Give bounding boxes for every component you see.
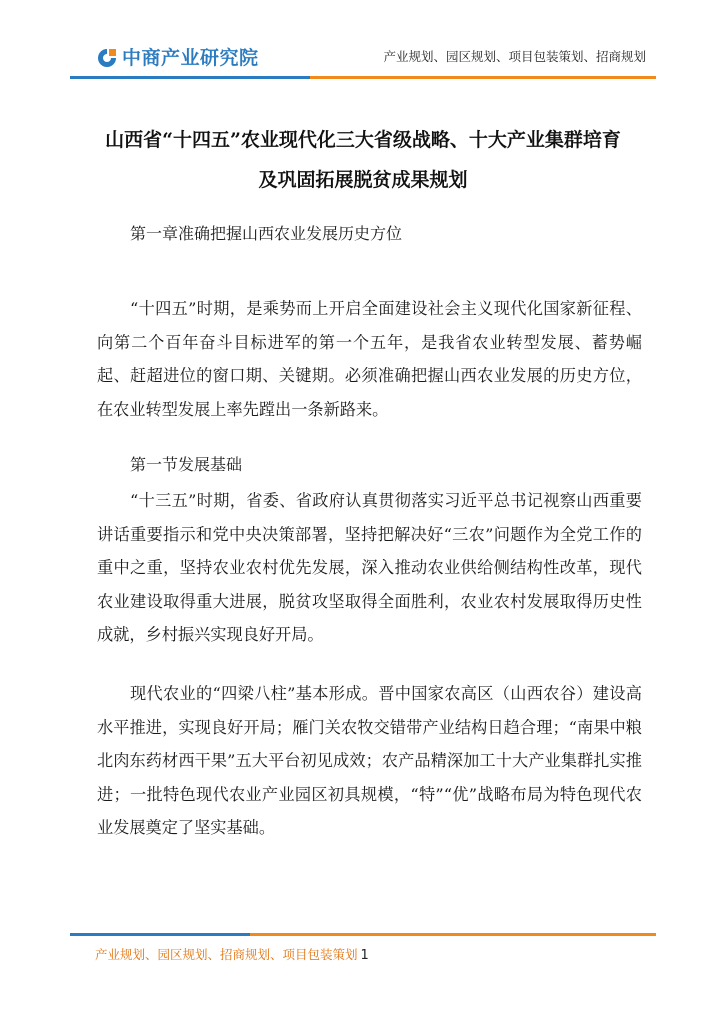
logo-mark-icon (96, 47, 118, 69)
page-number: 1 (360, 948, 369, 963)
paragraph-2: “十三五”时期，省委、省政府认真贯彻落实习近平总书记视察山西重要讲话重要指示和党中央决策部署，坚持把解决好“三农”问题作为全党工作的重中之重，坚持农业农村优先发展，深入推动农业供给侧结构性改革，现代农业建设取得重大进展，脱贫攻坚取得全面胜利，农业农村发展取得历史性成就，乡村振兴实现良好开局。 (97, 491, 642, 644)
chapter-heading: 第一章准确把握山西农业发展历史方位 (130, 224, 403, 243)
paragraph-1: “十四五”时期，是乘势而上开启全面建设社会主义现代化国家新征程、向第二个百年奋斗目标进军的第一个五年，是我省农业转型发展、蓄势崛起、赶超进位的窗口期、关键期。必须准确把握山西农业发展的历史方位，在农业转型发展上率先蹚出一条新路来。 (97, 299, 642, 419)
company-logo (96, 44, 259, 72)
footer-tagline: 产业规划、园区规划、招商规划、项目包装策划 (95, 947, 358, 962)
header-tagline: 产业规划、园区规划、项目包装策划、招商规划 (383, 49, 646, 64)
page-header (0, 0, 724, 90)
paragraph-3: 现代农业的“四梁八柱”基本形成。晋中国家农高区（山西农谷）建设高水平推进，实现良好开局；雁门关农牧交错带产业结构日趋合理；“南果中粮北肉东药材西干果”五大平台初见成效；农产品精深加工十大产业集群扎实推进；一批特色现代农业产业园区初具规模，“特”“优”战略布局为特色现代农业发展奠定了坚实基础。 (97, 684, 642, 837)
title-line-1: 山西省“十四五”农业现代化三大省级战略、十大产业集群培育 (105, 129, 621, 151)
page-footer (95, 945, 369, 966)
footer-rule-orange (250, 933, 656, 936)
title-line-2: 及巩固拓展脱贫成果规划 (258, 169, 468, 191)
footer-rule-blue (70, 933, 250, 936)
document-title (78, 120, 648, 200)
section-heading: 第一节发展基础 (130, 455, 243, 474)
header-rule-blue (70, 76, 310, 79)
logo-text: 中商产业研究院 (122, 47, 259, 69)
header-rule-orange (310, 76, 656, 79)
